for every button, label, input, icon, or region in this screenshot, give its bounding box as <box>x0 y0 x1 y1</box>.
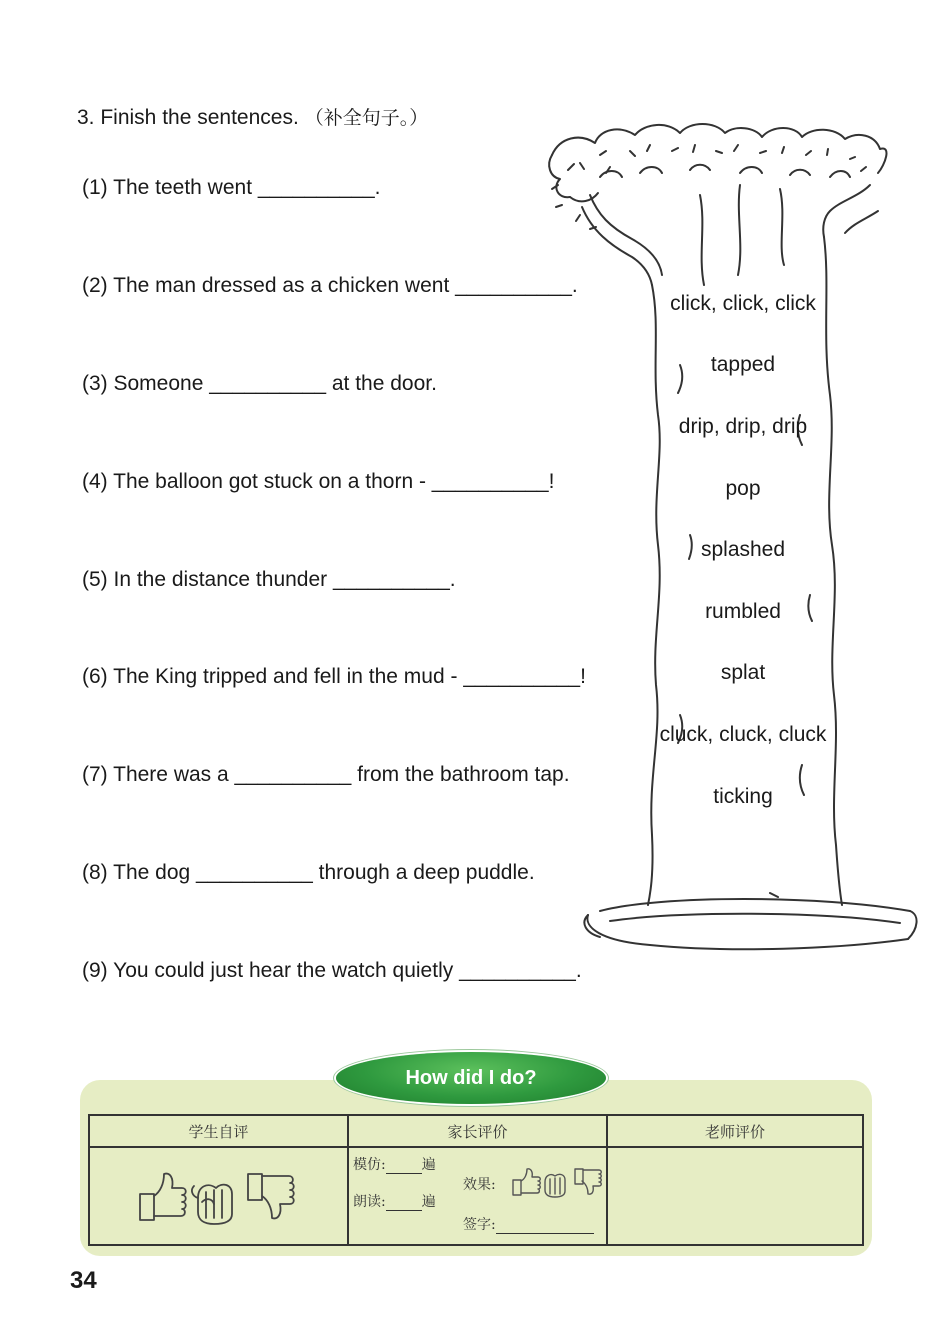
thumbs-up-icon[interactable] <box>140 1174 186 1220</box>
evaluation-title: How did I do? <box>336 1052 606 1104</box>
heading-chinese: （补全句子。） <box>304 107 429 129</box>
read-row <box>353 1191 436 1211</box>
page-number: 34 <box>70 1267 97 1294</box>
imitate-row <box>353 1154 436 1174</box>
word-bank-item: tapped <box>710 353 776 376</box>
sentence-2: (2) The man dressed as a chicken went __________. <box>82 274 578 297</box>
header-student: 学生自评 <box>89 1115 348 1147</box>
sentence-1: (1) The teeth went __________. <box>82 176 381 199</box>
sign-label: 签字: <box>463 1217 496 1233</box>
word-bank-item: click, click, click <box>670 292 816 315</box>
sentence-4: (4) The balloon got stuck on a thorn - __________! <box>82 470 555 493</box>
imitate-label: 模仿: <box>353 1157 386 1173</box>
sentence-5: (5) In the distance thunder __________. <box>82 568 456 591</box>
sentence-8: (8) The dog __________ through a deep puddle. <box>82 861 535 884</box>
effect-row <box>463 1174 496 1194</box>
word-bank-item: pop <box>725 477 761 500</box>
thumbs-up-icon[interactable] <box>513 1169 540 1195</box>
student-eval-cell <box>89 1147 348 1245</box>
sentence-7: (7) There was a __________ from the bathroom tap. <box>82 763 570 786</box>
effect-label: 效果: <box>463 1177 496 1193</box>
parent-eval-cell <box>348 1147 607 1245</box>
heading-text: 3. Finish the sentences. <box>77 106 299 129</box>
read-unit: 遍 <box>421 1194 436 1210</box>
imitate-count-field[interactable] <box>386 1173 422 1174</box>
thumbs-down-icon[interactable] <box>575 1169 601 1194</box>
evaluation-table <box>88 1114 864 1246</box>
exercise-heading <box>77 103 428 130</box>
sentence-9: (9) You could just hear the watch quietly __________. <box>82 959 582 982</box>
sign-field[interactable] <box>496 1233 594 1234</box>
header-parent: 家长评价 <box>348 1115 607 1147</box>
teacher-eval-cell <box>607 1147 863 1245</box>
sentence-6: (6) The King tripped and fell in the mud - __________! <box>82 665 586 688</box>
thumbs-down-icon[interactable] <box>248 1174 294 1218</box>
word-bank-item: cluck, cluck, cluck <box>659 723 827 746</box>
header-teacher: 老师评价 <box>607 1115 863 1147</box>
imitate-unit: 遍 <box>421 1157 436 1173</box>
word-bank-item: splashed <box>700 538 786 561</box>
read-count-field[interactable] <box>386 1210 422 1211</box>
word-bank-item: drip, drip, drip <box>678 415 808 438</box>
sign-row <box>463 1214 594 1234</box>
read-label: 朗读: <box>353 1194 386 1210</box>
ok-hand-icon[interactable] <box>192 1185 232 1224</box>
word-bank-item: rumbled <box>705 600 781 623</box>
word-bank-item: splat <box>720 661 766 684</box>
sentence-3: (3) Someone __________ at the door. <box>82 372 437 395</box>
ok-hand-icon[interactable] <box>545 1174 565 1197</box>
word-bank-item: ticking <box>713 785 773 808</box>
tree-illustration <box>540 115 930 955</box>
